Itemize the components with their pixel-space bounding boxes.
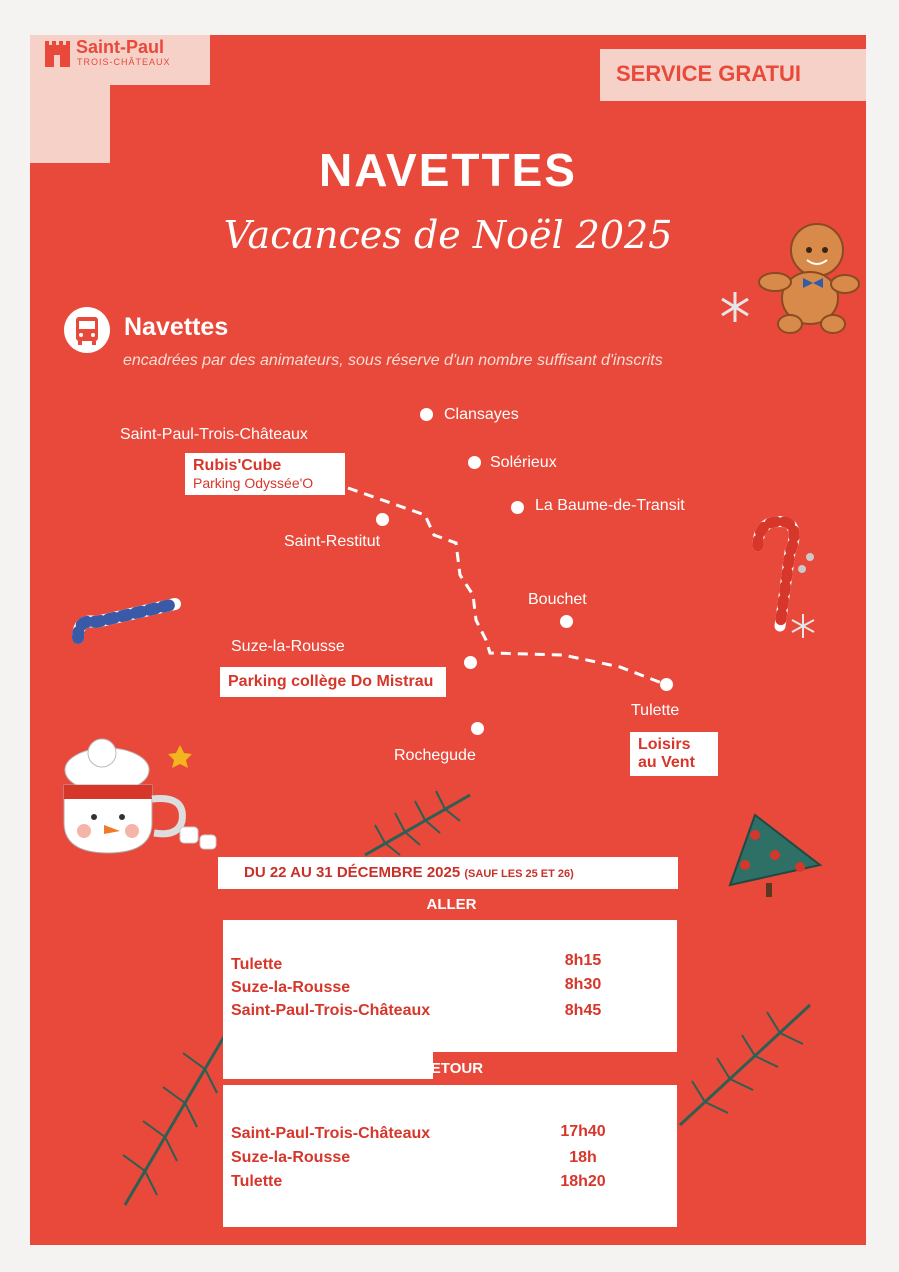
table-row-time: 18h20 — [560, 1173, 606, 1190]
stop-name-line1: Loisirs — [638, 736, 691, 753]
service-label: SERVICE GRATUI — [616, 61, 801, 86]
stop-name-line2: au Vent — [638, 754, 695, 771]
map-dot — [471, 722, 484, 735]
christmas-tree-icon — [720, 805, 830, 905]
stop-name: Parking collège Do Mistrau — [228, 673, 434, 690]
retour-label: RETOUR — [419, 1060, 484, 1077]
map-dot — [420, 408, 433, 421]
schedule-dates-range: DU 22 AU 31 DÉCEMBRE 2025 — [244, 864, 461, 881]
retour-table — [223, 1085, 677, 1227]
stop-college — [220, 667, 446, 697]
aller-table — [223, 920, 677, 1052]
section-title: Navettes — [124, 313, 229, 341]
flyer — [30, 35, 866, 1245]
aller-label: ALLER — [426, 896, 477, 913]
page-title: NAVETTES — [319, 144, 577, 196]
table-row-time: 18h — [569, 1149, 597, 1166]
table-row-place: Saint-Paul-Trois-Châteaux — [231, 1125, 431, 1142]
stop-rubis-cube — [185, 453, 345, 495]
pine-branch-icon — [670, 985, 820, 1145]
schedule-dates — [244, 864, 574, 881]
hot-chocolate-mug-icon — [52, 735, 222, 865]
town-label-restitut: Saint-Restitut — [284, 533, 381, 550]
map-dot — [376, 513, 389, 526]
stop-name: Rubis'Cube — [193, 457, 282, 474]
stop-loisirs-au-vent — [630, 732, 718, 776]
town-label-solerieux: Solérieux — [490, 454, 557, 471]
map-dot — [464, 656, 477, 669]
table-row-time: 8h30 — [564, 976, 602, 993]
snowflake-icon — [790, 613, 816, 639]
schedule-dates-note: (SAUF LES 25 ET 26) — [464, 868, 574, 880]
table-row-time: 17h40 — [560, 1123, 606, 1140]
stop-place: Parking Odyssée'O — [193, 475, 314, 491]
town-label-rochegude: Rochegude — [394, 747, 476, 764]
table-row-place: Tulette — [231, 1173, 283, 1190]
town-label-bouchet: Bouchet — [528, 591, 587, 608]
map-dot — [660, 678, 673, 691]
logo-subtitle: TROIS-CHÂTEAUX — [77, 57, 171, 67]
schedule-dates-banner — [218, 857, 678, 889]
town-label-suze: Suze-la-Rousse — [231, 638, 345, 655]
map-dot — [468, 456, 481, 469]
town-label-tulette: Tulette — [631, 702, 680, 719]
town-label-spc: Saint-Paul-Trois-Châteaux — [120, 426, 308, 443]
town-label-baume: La Baume-de-Transit — [535, 497, 685, 514]
pine-branch-icon — [360, 785, 480, 865]
table-row-time: 8h15 — [564, 952, 602, 969]
table-row-place: Suze-la-Rousse — [231, 979, 351, 996]
table-row-place: Saint-Paul-Trois-Châteaux — [231, 1002, 431, 1019]
section-subtitle: encadrées par des animateurs, sous réserve d'un nombre suffisant d'inscrits — [123, 352, 663, 369]
candy-cane-icon — [70, 590, 185, 660]
map-dot — [511, 501, 524, 514]
logo-name: Saint-Paul — [76, 37, 165, 57]
page-subtitle: Vacances de Noël 2025 — [223, 213, 673, 257]
town-label-clansayes: Clansayes — [444, 406, 519, 423]
table-row-place: Tulette — [231, 956, 283, 973]
table-row-place: Suze-la-Rousse — [231, 1149, 351, 1166]
map-dot — [560, 615, 573, 628]
table-row-time: 8h45 — [564, 1002, 602, 1019]
